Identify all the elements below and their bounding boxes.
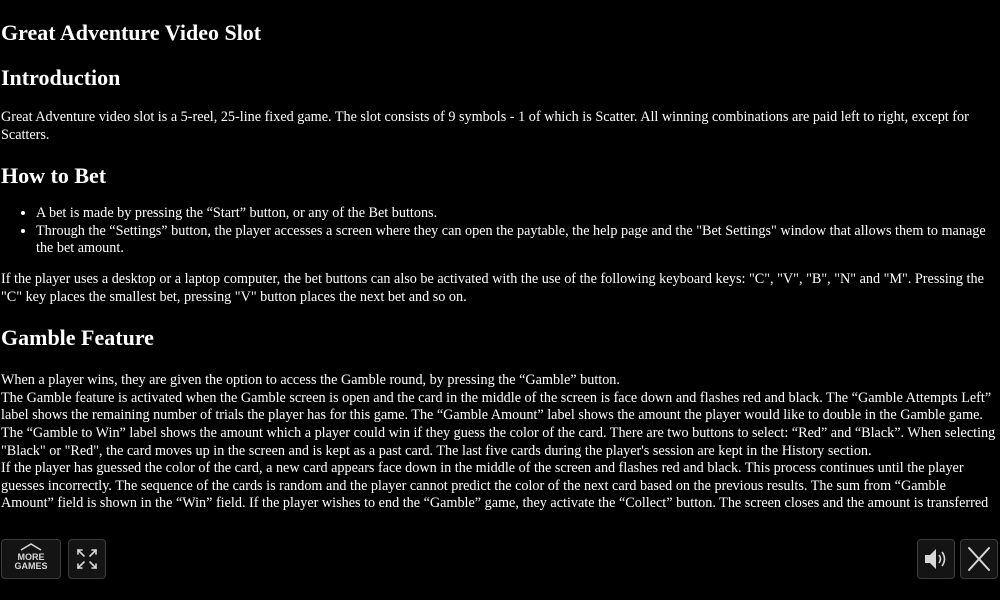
list-item: • Through the “Settings” button, the player accesses a screen where they can open the paytable, the help page and the "Bet Settings" window that allows them to manage the bet amount. [36,223,998,258]
how-to-bet-list [0,205,998,258]
gamble-paragraph: The Gamble feature is activated when the Gamble screen is open and the card in the middle of the screen is face down and flashes red and black. The “Gamble Attempts Left” label shows the remaining number of trials the player has for this game. The “Gamble Amount” label shows the amount the player would like to double in the Gamble game. The “Gamble to Win” label shows the amount which a player could win if they guess the color of the card. There are two buttons to select: “Red” and “Black”. When selecting "Black" or "Red", the card moves up in the screen and is kept as a past card. The last five cards during the player's session are kept in the History section. [1,389,996,459]
gamble-feature-heading: Gamble Feature [1,325,154,351]
list-item: • A bet is made by pressing the “Start” button, or any of the Bet buttons. [36,205,998,223]
page-title: Great Adventure Video Slot [1,20,262,45]
more-games-button[interactable] [1,539,61,579]
introduction-heading: Introduction [1,65,121,90]
introduction-text: Great Adventure video slot is a 5-reel, 25-line fixed game. The slot consists of 9 symbols - 1 of which is Scatter. All winning combinations are paid left to right, except for Scatters. [1,109,969,143]
bottom-toolbar [0,515,1000,600]
fullscreen-button[interactable] [68,539,106,579]
gamble-paragraph: When a player wins, they are given the option to access the Gamble round, by pressing the “Gamble” button. [1,372,620,389]
how-to-bet-heading: How to Bet [1,163,107,189]
keyboard-keys-text: If the player uses a desktop or a laptop computer, the bet buttons can also be activated with the use of the following keyboard keys: "C", "V", "B", "N" and "M". Pressing the "C" key places the smallest bet, pressing "V" button places the next bet and so on. [1,270,984,305]
gamble-paragraph: If the player has guessed the color of the card, a new card appears face down in the middle of the screen and flashes red and black. This process continues until the player guesses incorrectly. The sequence of the cards is random and the player cannot predict the color of the next card based on the previous results. The sum from “Gamble Amount” field is shown in the “Win” field. If the player wishes to end the “Gamble” game, they activate the “Collect” button. The screen closes and the amount is transferred [1,460,989,512]
sound-button[interactable] [917,539,955,579]
more-games-label: MORE GAMES [14,552,48,571]
close-button[interactable] [960,539,998,579]
